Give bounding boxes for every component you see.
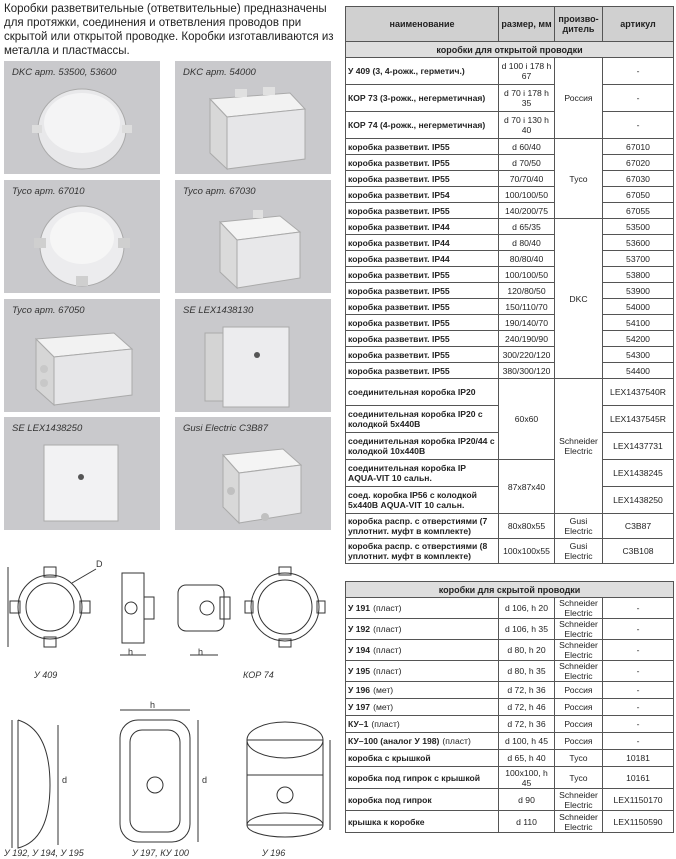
- cell-mfr: Schneider Electric: [555, 789, 603, 811]
- cell-art: 67010: [603, 139, 674, 155]
- cell-name: [346, 733, 499, 750]
- cell-art: -: [603, 661, 674, 682]
- cell-art: LEX1438250: [603, 487, 674, 514]
- cell-art: -: [603, 619, 674, 640]
- cell-name: коробка разветвит. IP55: [346, 171, 499, 187]
- section-header: коробки для открытой проводки: [346, 42, 674, 58]
- cell-art: 53600: [603, 235, 674, 251]
- cell-art: LEX1150170: [603, 789, 674, 811]
- cell-size: d 80, h 20: [499, 640, 555, 661]
- table-row: [346, 733, 674, 750]
- cell-name: КОР 74 (4-рожк., негерметичная): [346, 112, 499, 139]
- cell-art: 53500: [603, 219, 674, 235]
- cell-name: коробка разветвит. IP55: [346, 315, 499, 331]
- cell-name: коробка распр. с отверстиями (8 уплотнит. муфт в комплекте): [346, 539, 499, 564]
- cell-art: 54300: [603, 347, 674, 363]
- drawing-caption: У 192, У 194, У 195: [4, 848, 84, 858]
- cell-art: 67055: [603, 203, 674, 219]
- cell-mfr: Tyco: [555, 750, 603, 767]
- cell-art: 54400: [603, 363, 674, 379]
- table-row: [346, 619, 674, 640]
- cell-name-note: (пласт): [373, 645, 402, 655]
- dimension-label: d: [62, 775, 68, 785]
- photo-caption: Tyco арт. 67050: [12, 305, 85, 316]
- cell-name-main: коробка с крышкой: [348, 753, 431, 763]
- cell-name: коробка распр. с отверстиями (7 уплотнит. муфт в комплекте): [346, 514, 499, 539]
- cell-size: d 80, h 35: [499, 661, 555, 682]
- cell-name-note: (мет): [373, 702, 394, 712]
- cell-mfr: Schneider Electric: [555, 811, 603, 833]
- cell-size: 380/300/120: [499, 363, 555, 379]
- cell-name: соединительная коробка IP20: [346, 379, 499, 406]
- cell-name-main: У 196: [348, 685, 371, 695]
- table-row: [346, 661, 674, 682]
- cell-size: d 70 і 130 h 40: [499, 112, 555, 139]
- cell-name: коробка разветвит. IP55: [346, 347, 499, 363]
- cell-art: 67050: [603, 187, 674, 203]
- photo-card: [4, 180, 160, 293]
- dimension-label: D: [96, 559, 103, 569]
- cell-art: 10181: [603, 750, 674, 767]
- cell-name-note: (мет): [373, 685, 394, 695]
- cell-size: d 90: [499, 789, 555, 811]
- drawing-caption: У 196: [262, 848, 286, 858]
- cell-size: d 60/40: [499, 139, 555, 155]
- cell-art: 10161: [603, 767, 674, 789]
- cell-size: d 106, h 35: [499, 619, 555, 640]
- cell-size: d 70/50: [499, 155, 555, 171]
- cell-size: 87х87х40: [499, 460, 555, 514]
- cell-art: -: [603, 112, 674, 139]
- cell-mfr: Schneider Electric: [555, 598, 603, 619]
- cell-name: соединительная коробка IP20/44 с колодкой 10х440В: [346, 433, 499, 460]
- cell-size: d 72, h 36: [499, 682, 555, 699]
- cell-art: 53700: [603, 251, 674, 267]
- cell-name: [346, 682, 499, 699]
- photo-caption: SE LEX1438250: [12, 423, 83, 434]
- cell-size: d 100, h 45: [499, 733, 555, 750]
- table-row: [346, 767, 674, 789]
- cell-mfr: Schneider Electric: [555, 661, 603, 682]
- cell-name: коробка разветвит. IP55: [346, 283, 499, 299]
- cell-name-note: (пласт): [373, 666, 402, 676]
- table-row: [346, 716, 674, 733]
- cell-name-main: У 191: [348, 603, 371, 613]
- cell-size: d 72, h 46: [499, 699, 555, 716]
- cell-name-main: крышка к коробке: [348, 816, 425, 827]
- cell-name-main: КУ–100 (аналог У 198): [348, 736, 440, 746]
- cell-art: LEX1437540R: [603, 379, 674, 406]
- cell-name: [346, 767, 499, 789]
- photo-caption: Tyco арт. 67030: [183, 186, 256, 197]
- cell-name: коробка разветвит. IP55: [346, 331, 499, 347]
- photo-caption: Tyco арт. 67010: [12, 186, 85, 197]
- cell-art: -: [603, 716, 674, 733]
- cell-mfr: Россия: [555, 733, 603, 750]
- cell-size: d 65/35: [499, 219, 555, 235]
- cell-name: коробка разветвит. IP55: [346, 363, 499, 379]
- cell-name: [346, 716, 499, 733]
- cell-art: LEX1437545R: [603, 406, 674, 433]
- cell-art: 53900: [603, 283, 674, 299]
- cell-art: -: [603, 598, 674, 619]
- table-row: [346, 699, 674, 716]
- cell-name: [346, 811, 499, 833]
- cell-art: -: [603, 640, 674, 661]
- cell-name: коробка разветвит. IP44: [346, 251, 499, 267]
- cell-art: LEX1438245: [603, 460, 674, 487]
- cell-mfr: Россия: [555, 682, 603, 699]
- cell-size: 100х100х55: [499, 539, 555, 564]
- cell-name: [346, 661, 499, 682]
- dimension-label: h: [128, 647, 134, 657]
- cell-name: [346, 750, 499, 767]
- cell-size: d 100 і 178 h 67: [499, 58, 555, 85]
- cell-size: d 72, h 36: [499, 716, 555, 733]
- cell-name-main: КУ–1: [348, 719, 369, 729]
- cell-name-main: У 197: [348, 702, 371, 712]
- cell-name: КОР 73 (3-рожк., негерметичная): [346, 85, 499, 112]
- cell-art: С3В87: [603, 514, 674, 539]
- photo-card: [175, 61, 331, 174]
- cell-size: 60х60: [499, 379, 555, 460]
- cell-name-main: коробка под гипрок с крышкой: [348, 772, 481, 783]
- dimension-label: h: [150, 700, 156, 710]
- cell-size: d 106, h 20: [499, 598, 555, 619]
- cell-name-main: У 195: [348, 666, 371, 676]
- photo-card: [4, 299, 160, 412]
- cell-mfr: Tyco: [555, 767, 603, 789]
- cell-art: -: [603, 682, 674, 699]
- cell-size: 240/190/90: [499, 331, 555, 347]
- cell-name: коробка разветвит. IP55: [346, 299, 499, 315]
- cell-size: 140/200/75: [499, 203, 555, 219]
- cell-size: d 65, h 40: [499, 750, 555, 767]
- cell-name: коробка разветвит. IP55: [346, 155, 499, 171]
- photo-card: [175, 299, 331, 412]
- table-row: [346, 682, 674, 699]
- photo-card: [4, 417, 160, 530]
- cell-art: 67020: [603, 155, 674, 171]
- cell-mfr: Gusi Electric: [555, 539, 603, 564]
- dimension-label: h: [198, 647, 204, 657]
- cell-name-main: коробка под гипрок: [348, 794, 432, 805]
- intro-text: Коробки разветвительные (ответвительные) предназначены для протяжки, соединения и ответвления проводов при скрытой или открытой проводке. Коробки изготавливаются из металла и пластмассы.: [4, 3, 334, 57]
- cell-name: [346, 640, 499, 661]
- cell-name: коробка разветвит. IP44: [346, 219, 499, 235]
- cell-mfr: Россия: [555, 699, 603, 716]
- cell-size: 300/220/120: [499, 347, 555, 363]
- cell-art: LEX1150590: [603, 811, 674, 833]
- cell-size: 150/110/70: [499, 299, 555, 315]
- photo-caption: DKC арт. 54000: [183, 67, 256, 78]
- cell-art: 67030: [603, 171, 674, 187]
- cell-size: 120/80/50: [499, 283, 555, 299]
- cell-art: 53800: [603, 267, 674, 283]
- drawing-caption: КОР 74: [243, 670, 274, 680]
- cell-name: [346, 699, 499, 716]
- photo-caption: Gusi Electric С3В87: [183, 423, 269, 434]
- cell-mfr: Россия: [555, 58, 603, 139]
- cell-name: [346, 619, 499, 640]
- hidden-wiring-table: [345, 581, 674, 833]
- cell-art: -: [603, 85, 674, 112]
- cell-name-note: (пласт): [371, 719, 400, 729]
- photo-caption: SE LEX1438130: [183, 305, 254, 316]
- col-header-art: артикул: [603, 7, 674, 42]
- col-header-mfr: произво-дитель: [555, 7, 603, 42]
- table-row: [346, 811, 674, 833]
- cell-size: 80х80х55: [499, 514, 555, 539]
- cell-name: [346, 789, 499, 811]
- cell-mfr: DKC: [555, 219, 603, 379]
- cell-size: 70/70/40: [499, 171, 555, 187]
- cell-mfr: Schneider Electric: [555, 619, 603, 640]
- cell-name-note: (пласт): [442, 736, 471, 746]
- cell-art: С3В108: [603, 539, 674, 564]
- cell-mfr: Tyco: [555, 139, 603, 219]
- cell-art: 54200: [603, 331, 674, 347]
- cell-name: соединительная коробка IP AQUA-VIT 10 сальн.: [346, 460, 499, 487]
- cell-name: У 409 (3, 4-рожк., герметич.): [346, 58, 499, 85]
- drawing-caption: У 197, КУ 100: [132, 848, 189, 858]
- cell-name: [346, 598, 499, 619]
- cell-art: LEX1437731: [603, 433, 674, 460]
- open-wiring-table: [345, 6, 674, 564]
- cell-size: d 70 і 178 h 35: [499, 85, 555, 112]
- dimension-label: d: [202, 775, 208, 785]
- col-header-size: размер, мм: [499, 7, 555, 42]
- cell-name-note: (пласт): [373, 624, 402, 634]
- cell-name: соед. коробка IP56 с колодкой 5х440В AQUA-VIT 10 сальн.: [346, 487, 499, 514]
- technical-drawings-icon: [0, 545, 340, 859]
- cell-size: 190/140/70: [499, 315, 555, 331]
- cell-name-main: У 192: [348, 624, 371, 634]
- table-row: [346, 598, 674, 619]
- table-row: [346, 789, 674, 811]
- cell-name-main: У 194: [348, 645, 371, 655]
- photo-card: [4, 61, 160, 174]
- cell-size: 100/100/50: [499, 267, 555, 283]
- table-row: [346, 750, 674, 767]
- cell-size: d 80/40: [499, 235, 555, 251]
- cell-art: -: [603, 58, 674, 85]
- cell-name: коробка разветвит. IP55: [346, 139, 499, 155]
- photo-caption: DKC арт. 53500, 53600: [12, 67, 117, 78]
- photo-card: [175, 180, 331, 293]
- cell-art: -: [603, 733, 674, 750]
- cell-size: 100/100/50: [499, 187, 555, 203]
- cell-mfr: Schneider Electric: [555, 379, 603, 514]
- cell-mfr: Gusi Electric: [555, 514, 603, 539]
- cell-size: 80/80/40: [499, 251, 555, 267]
- cell-art: 54100: [603, 315, 674, 331]
- cell-size: 100х100, h 45: [499, 767, 555, 789]
- table-row: [346, 640, 674, 661]
- cell-mfr: Россия: [555, 716, 603, 733]
- cell-name: соединительная коробка IP20 с колодкой 5х440В: [346, 406, 499, 433]
- section-header: коробки для скрытой проводки: [346, 582, 674, 598]
- cell-mfr: Schneider Electric: [555, 640, 603, 661]
- technical-drawings: [0, 545, 340, 859]
- cell-art: -: [603, 699, 674, 716]
- cell-name: коробка разветвит. IP55: [346, 267, 499, 283]
- cell-name: коробка разветвит. IP44: [346, 235, 499, 251]
- cell-name-note: (пласт): [373, 603, 402, 613]
- drawing-caption: У 409: [34, 670, 58, 680]
- cell-name: коробка разветвит. IP54: [346, 187, 499, 203]
- photo-card: [175, 417, 331, 530]
- cell-art: 54000: [603, 299, 674, 315]
- col-header-name: наименование: [346, 7, 499, 42]
- cell-name: коробка разветвит. IP55: [346, 203, 499, 219]
- cell-size: d 110: [499, 811, 555, 833]
